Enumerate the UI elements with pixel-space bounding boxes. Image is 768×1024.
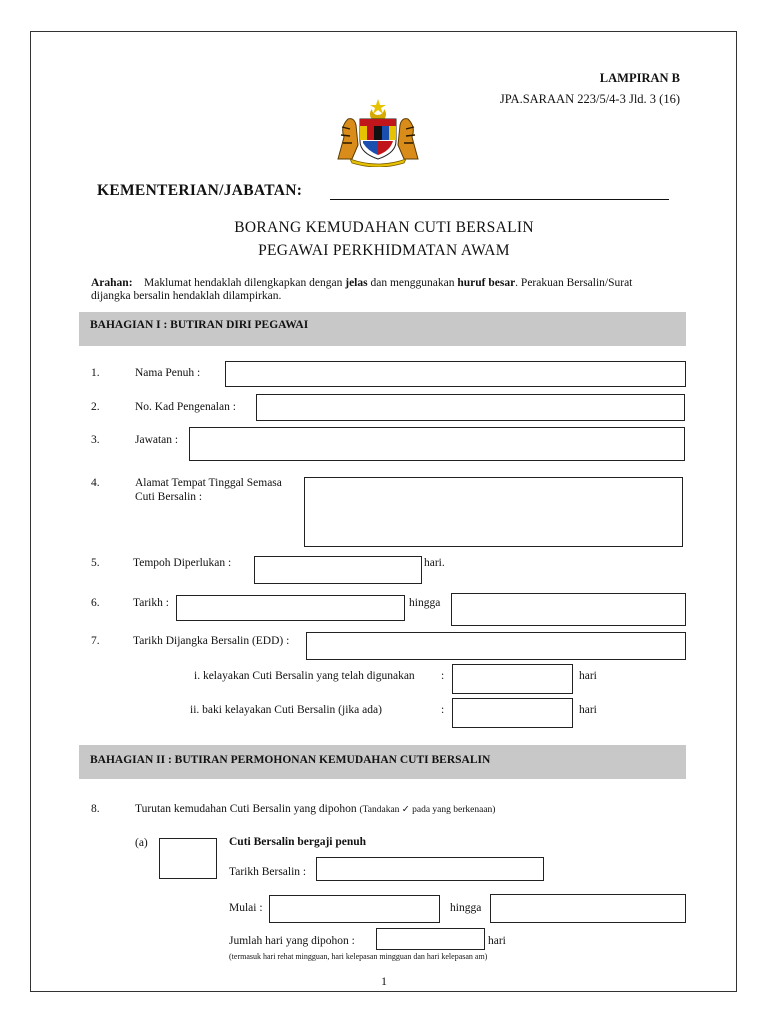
- item7-number: 7.: [91, 635, 100, 647]
- item7-label: Tarikh Dijangka Bersalin (EDD) :: [133, 635, 290, 647]
- lampiran-label: LAMPIRAN B: [599, 71, 680, 85]
- item3-number: 3.: [91, 434, 100, 446]
- item6-hingga: hingga: [409, 597, 441, 609]
- sub-i-suffix: hari: [579, 670, 597, 682]
- ministry-label: KEMENTERIAN/JABATAN:: [97, 182, 303, 199]
- instructions-text1: Maklumat hendaklah dilengkapkan dengan: [144, 277, 343, 289]
- sub-ii-colon: :: [441, 704, 445, 716]
- option-a-title: Cuti Bersalin bergaji penuh: [229, 836, 367, 848]
- item4-label-line1: Alamat Tempat Tinggal Semasa: [135, 477, 282, 489]
- instructions: [91, 277, 691, 303]
- address-field[interactable]: [304, 477, 683, 547]
- item4-number: 4.: [91, 477, 100, 489]
- form-title-line2: PEGAWAI PERKHIDMATAN AWAM: [258, 242, 510, 259]
- sub-i-label: i. kelayakan Cuti Bersalin yang telah digunakan: [194, 670, 415, 682]
- days-requested-suffix: hari: [488, 935, 506, 947]
- section1-header: [79, 312, 686, 346]
- option-a-marker: (a): [135, 837, 148, 849]
- item8-text: [135, 803, 495, 815]
- days-requested-label: Jumlah hari yang dipohon :: [229, 935, 355, 947]
- item1-label: Nama Penuh :: [135, 367, 201, 379]
- leave-start-field[interactable]: [269, 895, 440, 923]
- instructions-bold1: jelas: [345, 277, 368, 289]
- item6-number: 6.: [91, 597, 100, 609]
- instructions-line2: dijangka bersalin hendaklah dilampirkan.: [91, 290, 282, 302]
- days-requested-field[interactable]: [376, 928, 485, 950]
- section2-header: [79, 745, 686, 779]
- coat-of-arms-logo: [330, 97, 426, 167]
- item3-label: Jawatan :: [135, 434, 179, 446]
- leave-end-field[interactable]: [490, 894, 686, 923]
- sub-ii-suffix: hari: [579, 704, 597, 716]
- edd-field[interactable]: [306, 632, 686, 660]
- instructions-label: Arahan:: [91, 277, 133, 289]
- page-number: 1: [381, 974, 387, 988]
- option-a-checkbox[interactable]: [159, 838, 217, 879]
- item2-number: 2.: [91, 401, 100, 413]
- item5-label: Tempoh Diperlukan :: [133, 557, 232, 569]
- item8-note: (Tandakan ✓ pada yang berkenaan): [359, 805, 496, 815]
- form-title-line1: BORANG KEMUDAHAN CUTI BERSALIN: [234, 219, 534, 236]
- position-field[interactable]: [189, 427, 685, 461]
- birth-date-field[interactable]: [316, 857, 544, 881]
- leave-start-label: Mulai :: [229, 902, 263, 914]
- item5-number: 5.: [91, 557, 100, 569]
- instructions-bold2: huruf besar: [457, 277, 516, 289]
- instructions-line1: [91, 277, 691, 290]
- instructions-text2: dan menggunakan: [370, 277, 455, 289]
- leave-used-field[interactable]: [452, 664, 573, 694]
- item5-suffix: hari.: [424, 557, 445, 569]
- leave-until-label: hingga: [450, 902, 482, 914]
- duration-field[interactable]: [254, 556, 422, 584]
- instructions-text3: . Perakuan Bersalin/Surat: [515, 277, 633, 289]
- days-requested-note: (termasuk hari rehat mingguan, hari kelepasan mingguan dan hari kelepasan am): [229, 952, 488, 961]
- item4-label-line2: Cuti Bersalin :: [135, 491, 203, 503]
- item8-number: 8.: [91, 803, 100, 815]
- section1-title: BAHAGIAN I : BUTIRAN DIRI PEGAWAI: [90, 319, 309, 331]
- item6-label: Tarikh :: [133, 597, 169, 609]
- item1-number: 1.: [91, 367, 100, 379]
- sub-i-colon: :: [441, 670, 445, 682]
- birth-date-label: Tarikh Bersalin :: [229, 866, 307, 878]
- start-date-field[interactable]: [176, 595, 405, 621]
- end-date-field[interactable]: [451, 593, 686, 626]
- item8-text-main: Turutan kemudahan Cuti Bersalin yang dipohon: [135, 803, 357, 815]
- section2-title: BAHAGIAN II : BUTIRAN PERMOHONAN KEMUDAHAN CUTI BERSALIN: [90, 754, 491, 766]
- ministry-input-line[interactable]: [330, 199, 669, 200]
- full-name-field[interactable]: [225, 361, 686, 387]
- item2-label: No. Kad Pengenalan :: [135, 401, 236, 413]
- reference-number: JPA.SARAAN 223/5/4-3 Jld. 3 (16): [499, 92, 680, 106]
- leave-balance-field[interactable]: [452, 698, 573, 728]
- ic-number-field[interactable]: [256, 394, 685, 421]
- sub-ii-label: ii. baki kelayakan Cuti Bersalin (jika ada): [190, 704, 382, 716]
